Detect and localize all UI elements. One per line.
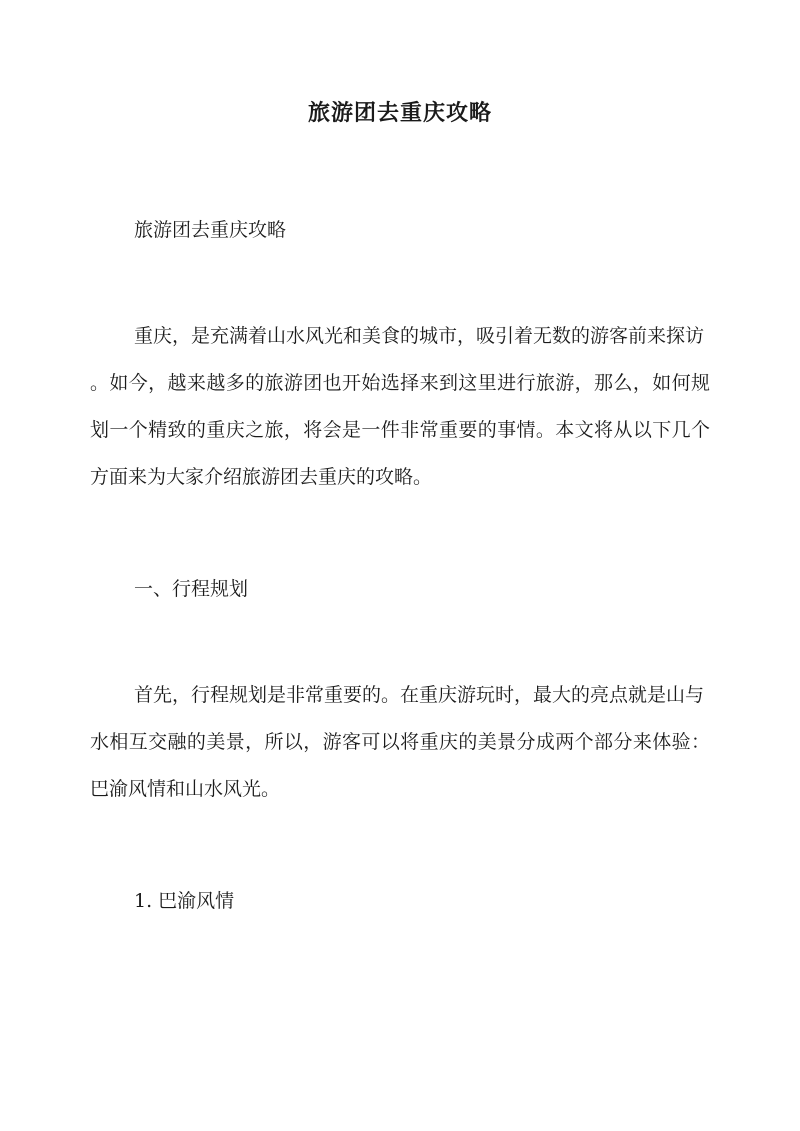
- section1-line-3: 巴渝风情和山水风光。: [90, 778, 281, 800]
- section1-line-2: 水相互交融的美景，所以，游客可以将重庆的美景分成两个部分来体验：: [90, 731, 710, 753]
- section-heading-itinerary: 一、行程规划: [134, 578, 249, 600]
- document-title: 旅游团去重庆攻略: [307, 100, 492, 126]
- section1-line-1: 首先，行程规划是非常重要的。在重庆游玩时，最大的亮点就是山与: [134, 684, 705, 706]
- intro-line-2: 。如今，越来越多的旅游团也开始选择来到这里进行旅游，那么，如何规: [90, 372, 710, 394]
- subsection-heading-bayu: 1. 巴渝风情: [134, 890, 235, 912]
- intro-line-1: 重庆，是充满着山水风光和美食的城市，吸引着无数的游客前来探访: [134, 325, 705, 347]
- intro-line-4: 方面来为大家介绍旅游团去重庆的攻略。: [90, 466, 433, 488]
- document-subtitle: 旅游团去重庆攻略: [134, 219, 287, 241]
- intro-line-3: 划一个精致的重庆之旅，将会是一件非常重要的事情。本文将从以下几个: [90, 419, 710, 441]
